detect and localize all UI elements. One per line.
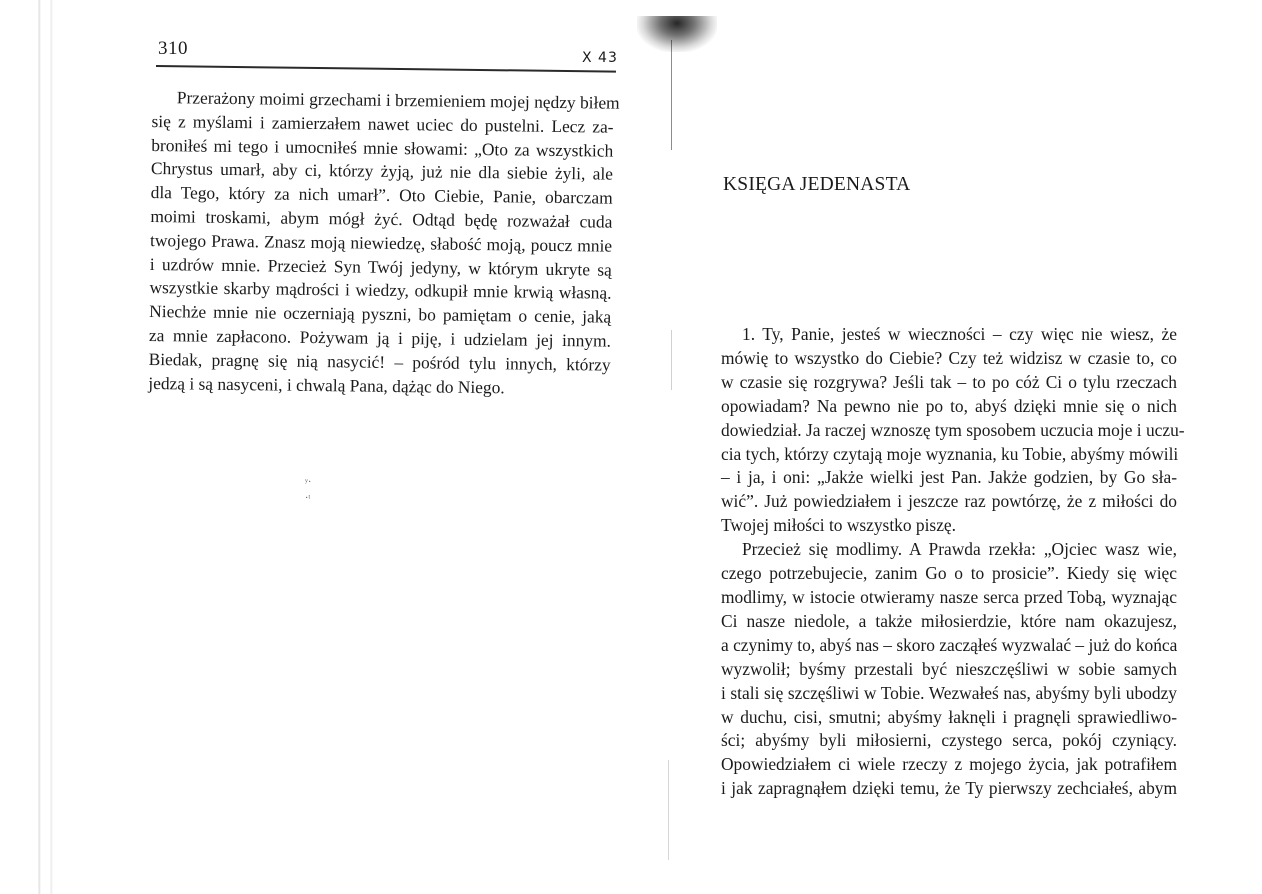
book-title: KSIĘGA JEDENASTA <box>723 174 911 195</box>
text-line: i stali się szczęśliwi w Tobie. Wezwałeś nas, abyśmy byli ubodzy <box>721 682 1177 703</box>
text-line: w duchu, cisi, smutni; abyśmy łaknęli i pragnęli sprawiedliwo- <box>721 706 1177 727</box>
header-rule <box>156 65 616 73</box>
text-line: Przerażony moimi grzechami i brzemieniem mojej nędzy biłem <box>176 87 620 113</box>
text-line: opowiadam? Na pewno nie po to, abyś dzięki mnie się o nich <box>721 395 1177 416</box>
text-line: – i ja, i oni: „Jakże wielki jest Pan. Jakże godzien, by Go sła- <box>721 467 1177 488</box>
text-line: wyzwolił; byśmy przestali być nieszczęśliwi w sobie samych <box>721 658 1177 679</box>
scan-specks: ʸ· ·ᵗ <box>305 477 312 504</box>
text-line: i uzdrów mnie. Przecież Syn Twój jedyny, w którym ukryte są <box>149 253 612 280</box>
text-line: broniłeś mi tego i umocniłeś mnie słowami: „Oto za wszystkich <box>151 134 614 161</box>
text-line: czego potrzebujecie, zanim Go o to prosicie”. Kiedy się więc <box>721 563 1177 584</box>
page-number: 310 <box>158 38 188 59</box>
gutter-line <box>671 330 672 390</box>
text-line: się z myślami i zamierzałem nawet uciec do pustelni. Lecz za- <box>151 110 614 137</box>
text-line: ści; abyśmy byli miłosierni, czystego serca, pokój czyniący. <box>721 730 1177 751</box>
text-line: modlimy, w istocie otwieramy nasze serca przed Tobą, wyznając <box>721 586 1177 607</box>
right-page-text <box>721 323 1185 801</box>
text-line: dla Tego, który za nich umarł”. Oto Ciebie, Panie, obarczam <box>150 182 613 208</box>
text-line: cia tych, którzy czytają moje wyznania, ku Tobie, abyśmy mówili <box>721 443 1179 464</box>
scan-edge-artifact <box>0 0 70 894</box>
text-line: 1. Ty, Panie, jesteś w wieczności – czy więc nie wiesz, że <box>742 324 1177 344</box>
text-line: moimi troskami, abym mógł żyć. Odtąd będę rozważał cuda <box>150 205 613 232</box>
running-head: X 43 <box>582 50 618 66</box>
gutter-line <box>668 760 669 860</box>
text-line: i jak zapragnąłem dzięki temu, że Ty pierwszy zechciałeś, abym <box>721 778 1177 799</box>
text-line: mówię to wszystko do Ciebie? Czy też widzisz w czasie to, co <box>721 347 1177 368</box>
text-line: Ci nasze niedole, a także miłosierdzie, które nam okazujesz, <box>721 610 1177 631</box>
text-line: w czasie się rozgrywa? Jeśli tak – to po cóż Ci o tylu rzeczach <box>721 371 1177 392</box>
text-line: Chrystus umarł, aby ci, którzy żyją, już nie dla siebie żyli, ale <box>150 158 614 185</box>
gutter-line <box>671 40 672 150</box>
text-line: za mnie zapłacono. Pożywam ją i piję, i udzielam jej innym. <box>148 324 612 351</box>
text-line: wić”. Już powiedziałem i jeszcze raz powtórzę, że z miłości do <box>721 491 1177 512</box>
text-line: Przecież się modlimy. A Prawda rzekła: „Ojciec wasz wie, <box>742 539 1177 560</box>
gutter-ink-blot <box>637 16 717 52</box>
text-line: jedzą i są nasyceni, i chwalą Pana, dążąc do Niego. <box>148 372 505 397</box>
text-line: Biedak, pragnę się nią nasycić! – pośród tylu innych, którzy <box>148 348 611 375</box>
text-line: Opowiedziałem ci wiele rzeczy z mojego życia, jak potrafiłem <box>721 754 1177 775</box>
text-line: twojego Prawa. Znasz moją niewiedzę, słabość moją, poucz mnie <box>149 229 613 256</box>
text-line: dowiedział. Ja raczej wznoszę tym sposobem uczucia moje i uczu- <box>721 419 1185 440</box>
left-page <box>150 30 620 870</box>
left-page-text <box>148 86 620 401</box>
text-line: Twojej miłości to wszystko piszę. <box>721 515 956 536</box>
text-line: a czynimy to, abyś nas – skoro zacząłeś wyzwalać – już do końca <box>721 634 1178 655</box>
right-page <box>720 30 1185 870</box>
text-line: wszystkie skarby mądrości i wiedzy, odkupił mnie krwią własną. <box>149 277 612 304</box>
text-line: Niechże mnie nie oczerniają pyszni, bo pamiętam o cenie, jaką <box>149 301 612 327</box>
